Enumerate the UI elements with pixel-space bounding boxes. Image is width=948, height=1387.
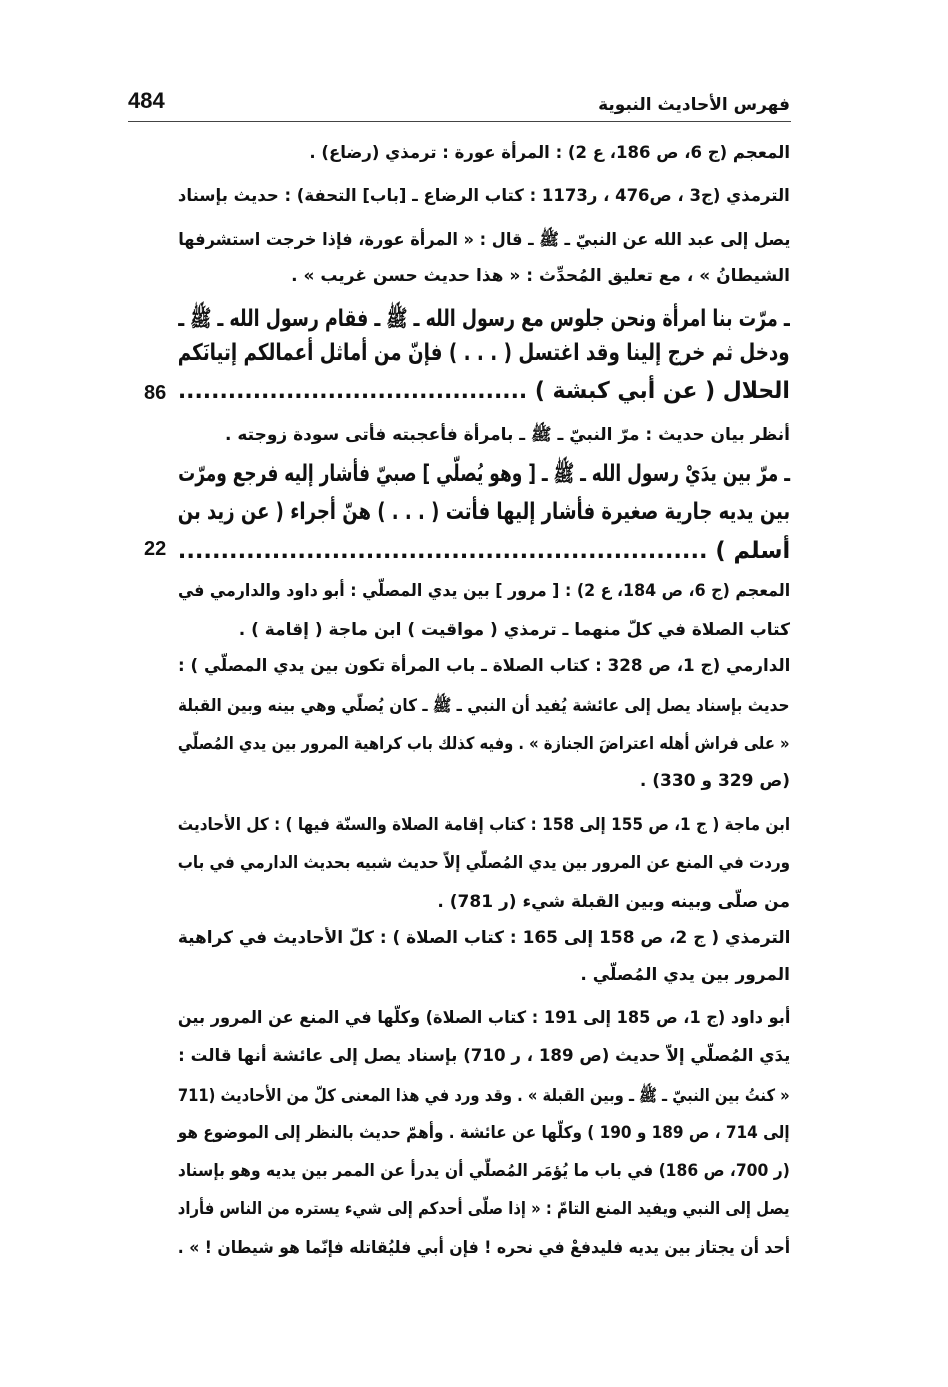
- text-line: المعجم (ج 6، ص 186، ع 2) : المرأة عورة : ترمذي (رضاع) .: [309, 143, 790, 163]
- hadith-line: الحلال ( عن أبي كبشة ) ..........................................: [177, 378, 790, 404]
- text-line: ابن ماجة ( ج 1، ص 155 إلى 158 : كتاب إقامة الصلاة والسنّة فيها ) : كل الأحاديث: [177, 815, 790, 835]
- text-line: أبو داود (ج 1، ص 185 إلى 191 : كتاب الصلاة) وكلّها في المنع عن المرور بين: [177, 1008, 790, 1028]
- header-rule: [128, 121, 791, 122]
- text-line: الدارمي (ج 1، ص 328 : كتاب الصلاة ـ باب المرأة تكون بين يدي المصلّي ) :: [177, 656, 790, 676]
- text-line: « على فراش أهله اعتراضَ الجنازة » . وفيه كذلك باب كراهية المرور بين يدي المُصلّي: [178, 734, 790, 754]
- text-line: يصل إلى عبد الله عن النبيّ ـ ﷺ ـ قال : « المرأة عورة، فإذا خرجت استشرفها: [177, 230, 790, 250]
- text-line: الترمذي (ج3 ، ص476 ، ر1173 : كتاب الرضاع ـ [باب] التحفة) : حديث بإسناد: [178, 186, 790, 206]
- text-line: إلى 714 ، ص 189 و 190 ) وكلّها عن عائشة . وأهمّ حديث بالنظر إلى الموضوع هو: [178, 1123, 790, 1143]
- text-line: يصل إلى النبي ويفيد المنع التامّ : « إذا صلّى أحدكم إلى شيء يستره من الناس فأراد: [178, 1199, 790, 1219]
- text-line: أحد أن يجتاز بين يديه فليدفعْ في نحره ! فإن أبي فليُقاتله فإنّما هو شيطان ! » .: [177, 1238, 790, 1258]
- text-line: كتاب الصلاة في كلّ منهما ـ ترمذي ( مواقيت ) ابن ماجة ( إقامة ) .: [238, 620, 790, 640]
- running-title: فهرس الأحاديث النبوية: [598, 95, 790, 115]
- hadith-line: ـ مرّت بنا امرأة ونحن جلوس مع رسول الله ـ ﷺ ـ فقام رسول الله ـ ﷺ ـ: [178, 306, 790, 332]
- text-line: المرور بين يدي المُصلّي .: [580, 965, 790, 985]
- text-line: من صلّى وبينه وبين القبلة شيء (ر 781) .: [437, 892, 790, 912]
- hadith-line: بين يديه جارية صغيرة فأشار إليها فأتت ( . . . ) هنّ أجراء ( عن زيد بن: [177, 499, 790, 525]
- text-line: وردت في المنع عن المرور بين يدي المُصلّي إلاّ حديث شبيه بحديث الدارمي في باب: [177, 853, 790, 873]
- text-line: يدَي المُصلّي إلاّ حديث (ص 189 ، ر 710) بإسناد يصل إلى عائشة أنها قالت :: [177, 1046, 790, 1066]
- text-line: (ص 329 و 330) .: [639, 771, 790, 791]
- text-line: المعجم (ج 6، ص 184، ع 2) : [ مرور ] بين يدي المصلّي : أبو داود والدارمي في: [177, 581, 790, 601]
- reference-number: 86: [144, 382, 167, 404]
- text-line: الشيطانُ » ، مع تعليق المُحدِّث : « هذا حديث حسن غريب » .: [291, 266, 790, 286]
- text-line: أنظر بيان حديث : مرّ النبيّ ـ ﷺ ـ بامرأة فأعجبته فأتى سودة زوجته .: [224, 425, 790, 445]
- hadith-line: ـ مرّ بين يدَيْ رسول الله ـ ﷺ ـ [ وهو يُصلّي ] صبيّ فأشار إليه فرجع ومرّت: [178, 461, 790, 487]
- text-line: الترمذي ( ج 2، ص 158 إلى 165 : كتاب الصلاة ) : كلّ الأحاديث في كراهية: [177, 928, 790, 948]
- text-line: « كنتُ بين النبيّ ـ ﷺ ـ وبين القبلة » . وقد ورد في هذا المعنى كلّ من الأحاديث (711: [178, 1086, 790, 1106]
- text-line: (ر 700، ص 186) في باب ما يُؤمَر المُصلّي أن يدرأ عن الممر بين يديه وهو بإسناد: [178, 1161, 790, 1181]
- hadith-line: أسلم ) ..............................................................: [177, 538, 790, 564]
- page-number: 484: [128, 88, 165, 113]
- hadith-line: ودخل ثم خرج إلينا وقد اغتسل ( . . . ) فإنّ من أماثل أعمالكم إتيانَكم: [178, 340, 790, 366]
- text-line: حديث بإسناد يصل إلى عائشة يُفيد أن النبي ـ ﷺ ـ كان يُصلّي وهي بينه وبين القبلة: [178, 696, 790, 716]
- reference-number: 22: [144, 538, 167, 560]
